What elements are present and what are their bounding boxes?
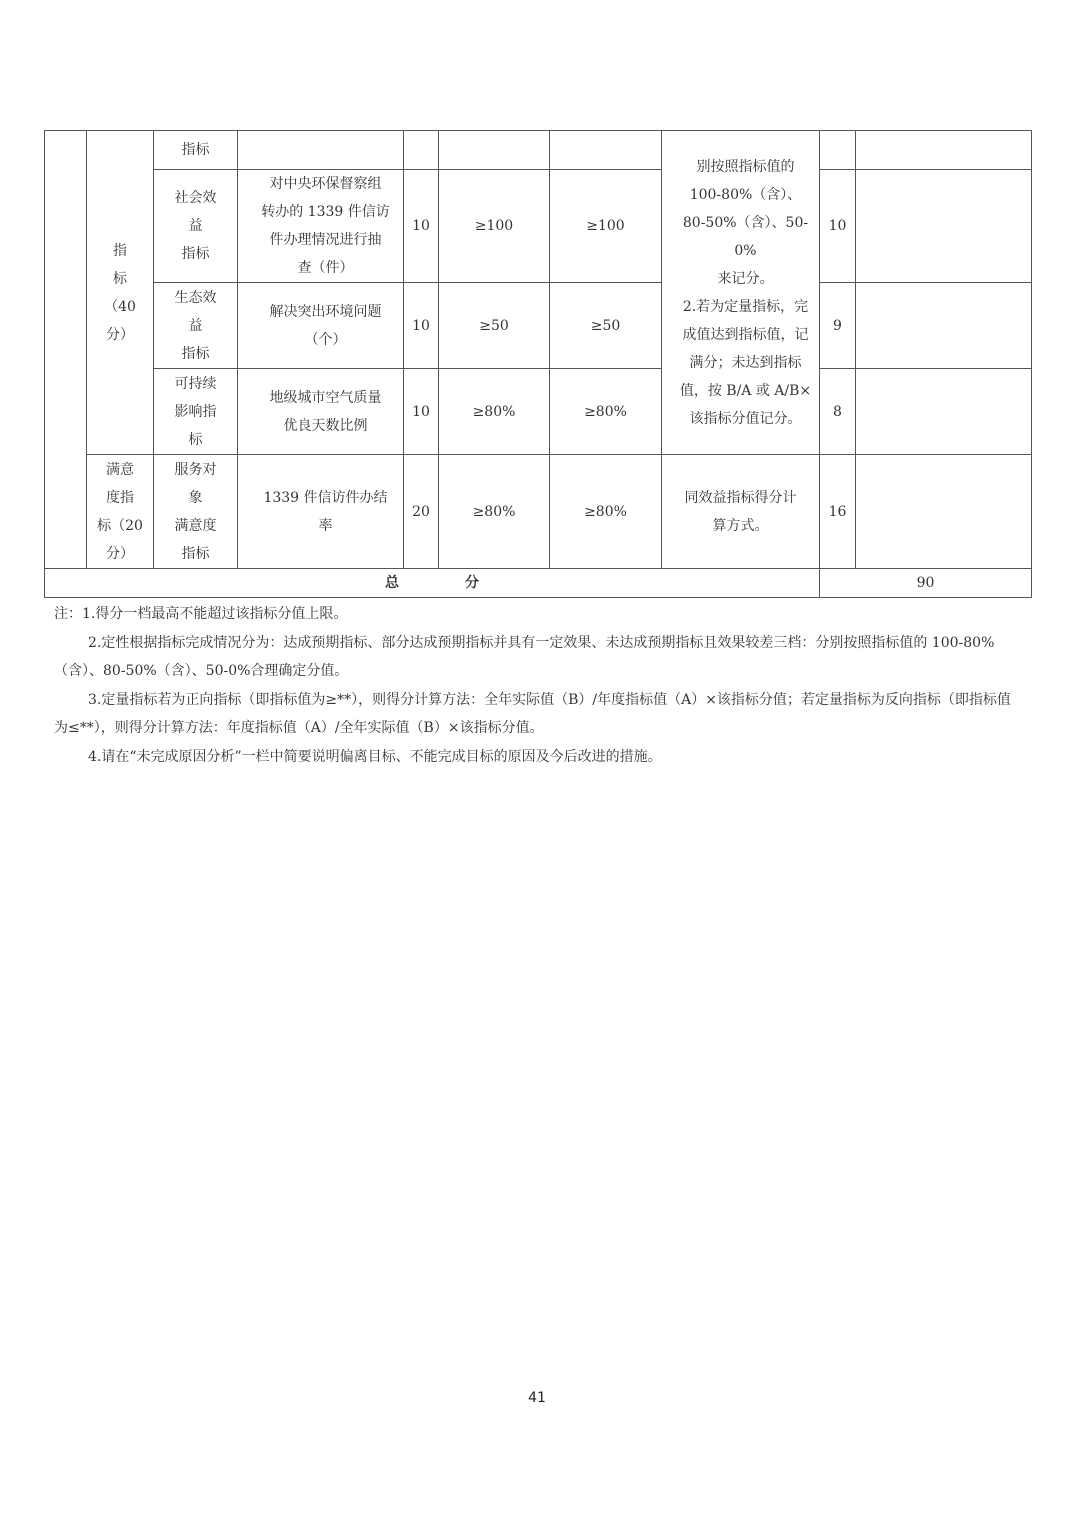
group-line: 分） bbox=[106, 326, 134, 343]
content-line: 1339 件信访件办结 bbox=[263, 489, 388, 506]
table-row bbox=[45, 283, 1032, 369]
content-line: 率 bbox=[318, 517, 333, 534]
content-line: 转办的 1339 件信访 bbox=[261, 204, 390, 220]
note-3: 3.定量指标若为正向指标（即指标值为≥**），则得分计算方法：全年实际值（B）/年度指标值（A）×该指标分值；若定量指标为反向指标（即指标值为≤**），则得分计算方法：年度指标值（A）/全年实际值（B）×该指标分值。 bbox=[54, 691, 1011, 736]
score-cell bbox=[820, 131, 856, 170]
group-line: 标（20 bbox=[97, 517, 143, 534]
table-row bbox=[45, 369, 1032, 455]
content-line: 对中央环保督察组 bbox=[269, 176, 382, 192]
total-label-b: 分 bbox=[465, 575, 479, 591]
group-line: 指 bbox=[113, 242, 127, 259]
method-line: 满分；未达到指标 bbox=[689, 354, 802, 371]
method-line: 100-80%（含）、 bbox=[689, 186, 802, 203]
indicator-line: 指标 bbox=[181, 345, 210, 362]
content-line: 查（件） bbox=[297, 260, 354, 276]
indicator-content-cell bbox=[238, 131, 404, 170]
indicator-line: 服务对 bbox=[174, 461, 217, 478]
score-cell: 8 bbox=[820, 369, 856, 455]
indicator-line: 指标 bbox=[181, 142, 210, 158]
second-level-indicator-cell bbox=[154, 455, 238, 569]
target-cell: ≥100 bbox=[439, 170, 550, 283]
second-level-indicator-cell bbox=[154, 369, 238, 455]
group-line: 分） bbox=[106, 545, 134, 562]
second-level-indicator-cell bbox=[154, 170, 238, 283]
content-line: 地级城市空气质量 bbox=[269, 389, 382, 406]
note-4: 4.请在“未完成原因分析”一栏中简要说明偏离目标、不能完成目标的原因及今后改进的措施。 bbox=[88, 748, 662, 765]
total-label-cell bbox=[45, 569, 820, 598]
content-line: 解决突出环境问题 bbox=[269, 303, 382, 320]
indicator-content-cell bbox=[238, 455, 404, 569]
total-score-cell: 90 bbox=[820, 569, 1032, 598]
indicator-line: 指标 bbox=[181, 246, 210, 262]
method-line: 同效益指标得分计 bbox=[684, 489, 797, 506]
score-cell: 16 bbox=[820, 455, 856, 569]
reason-cell bbox=[856, 170, 1032, 283]
actual-cell bbox=[550, 131, 662, 170]
indicator-line: 指标 bbox=[181, 545, 210, 562]
indicator-line: 生态效 bbox=[174, 289, 217, 306]
first-level-indicator-cell bbox=[45, 131, 87, 569]
target-cell bbox=[439, 131, 550, 170]
total-label-a: 总 bbox=[385, 575, 399, 591]
indicator-line: 满意度 bbox=[174, 517, 217, 534]
target-cell: ≥80% bbox=[439, 369, 550, 455]
method-line: 值，按 B/A 或 A/B× bbox=[679, 382, 812, 399]
indicator-content-cell bbox=[238, 170, 404, 283]
second-level-indicator-cell bbox=[154, 283, 238, 369]
content-line: （个） bbox=[304, 331, 347, 348]
content-line: 优良天数比例 bbox=[283, 417, 368, 434]
effect-indicator-group-cell bbox=[87, 131, 154, 455]
reason-cell bbox=[856, 369, 1032, 455]
scoring-method-cell bbox=[662, 455, 820, 569]
indicator-line: 象 bbox=[188, 489, 203, 506]
method-line: 算方式。 bbox=[712, 517, 769, 534]
content-line: 件办理情况进行抽 bbox=[269, 232, 382, 248]
weight-cell: 10 bbox=[404, 369, 439, 455]
group-line: （40 bbox=[104, 298, 136, 315]
satisfaction-group-cell bbox=[87, 455, 154, 569]
group-line: 度指 bbox=[106, 489, 134, 506]
second-level-indicator-cell bbox=[154, 131, 238, 170]
method-line: 别按照指标值的 bbox=[696, 158, 795, 175]
weight-cell: 10 bbox=[404, 170, 439, 283]
indicator-line: 标 bbox=[188, 431, 203, 448]
actual-cell: ≥80% bbox=[550, 369, 662, 455]
indicator-line: 益 bbox=[188, 218, 203, 234]
target-cell: ≥80% bbox=[439, 455, 550, 569]
weight-cell bbox=[404, 131, 439, 170]
indicator-line: 影响指 bbox=[174, 403, 217, 420]
reason-cell bbox=[856, 283, 1032, 369]
method-line: 来记分。 bbox=[717, 270, 774, 287]
indicator-content-cell bbox=[238, 283, 404, 369]
target-cell: ≥50 bbox=[439, 283, 550, 369]
note-1: 注：1.得分一档最高不能超过该指标分值上限。 bbox=[54, 606, 348, 622]
total-row bbox=[45, 569, 1032, 598]
note-2: 2.定性根据指标完成情况分为：达成预期指标、部分达成预期指标并具有一定效果、未达成预期指标且效果较差三档：分别按照指标值的 100-80%（含）、80-50%（含）、50-0%合理确定分值。 bbox=[54, 634, 995, 679]
indicator-content-cell bbox=[238, 369, 404, 455]
weight-cell: 10 bbox=[404, 283, 439, 369]
indicator-line: 可持续 bbox=[174, 375, 217, 392]
notes-section bbox=[54, 600, 1024, 771]
indicator-line: 益 bbox=[188, 317, 203, 334]
actual-cell: ≥50 bbox=[550, 283, 662, 369]
score-cell: 9 bbox=[820, 283, 856, 369]
group-line: 满意 bbox=[106, 461, 134, 478]
actual-cell: ≥80% bbox=[550, 455, 662, 569]
scoring-method-cell bbox=[662, 131, 820, 455]
actual-cell: ≥100 bbox=[550, 170, 662, 283]
score-cell: 10 bbox=[820, 170, 856, 283]
reason-cell bbox=[856, 455, 1032, 569]
page-number: 41 bbox=[528, 1390, 546, 1406]
table-row bbox=[45, 131, 1032, 170]
performance-evaluation-table bbox=[44, 130, 1032, 598]
table-row bbox=[45, 170, 1032, 283]
method-line: 80-50%（含）、50-0% bbox=[682, 214, 809, 259]
method-line: 2.若为定量指标，完 bbox=[682, 298, 809, 315]
reason-cell bbox=[856, 131, 1032, 170]
method-line: 该指标分值记分。 bbox=[689, 410, 802, 427]
table-row-satisfaction bbox=[45, 455, 1032, 569]
indicator-line: 社会效 bbox=[174, 190, 217, 206]
weight-cell: 20 bbox=[404, 455, 439, 569]
group-line: 标 bbox=[113, 270, 127, 287]
method-line: 成值达到指标值，记 bbox=[682, 326, 809, 343]
